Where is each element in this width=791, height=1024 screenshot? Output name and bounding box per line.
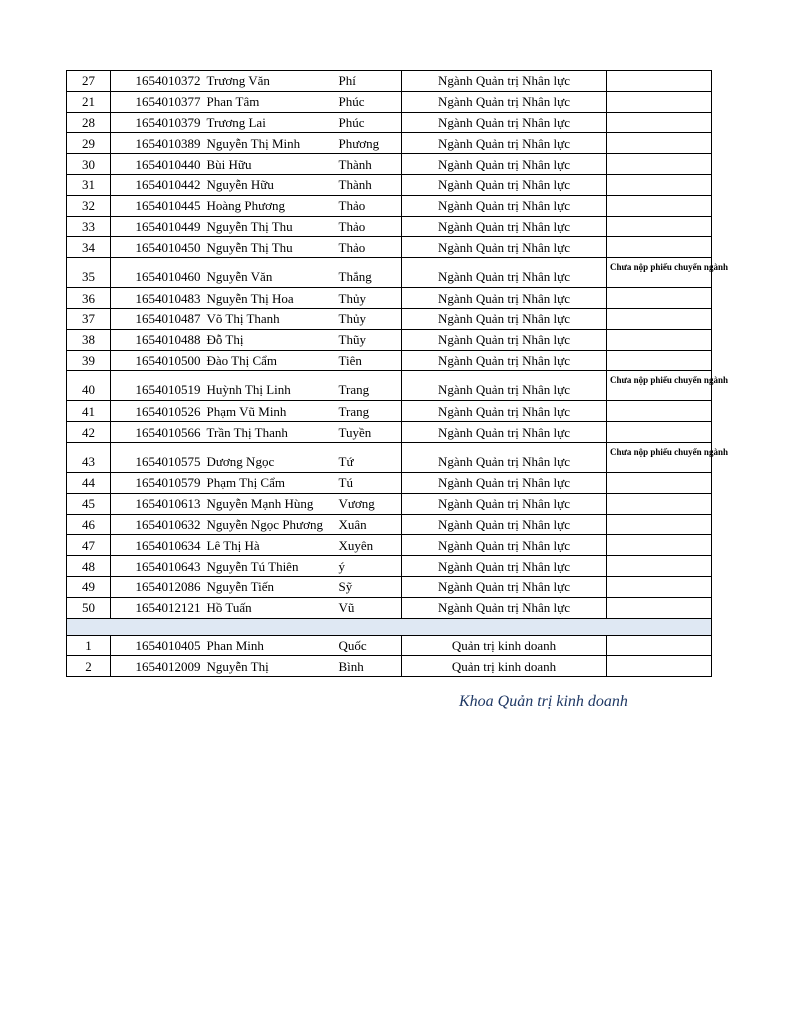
note-cell: [607, 174, 712, 195]
student-last-name: Nguyễn Thị Thu: [204, 237, 336, 258]
table-row: [67, 472, 712, 493]
table-row: [67, 371, 712, 401]
student-first-name: Thảo: [336, 237, 402, 258]
row-number: 42: [67, 422, 111, 443]
student-id: 1654010519: [111, 371, 204, 401]
student-last-name: Nguyễn Thị Minh: [204, 133, 336, 154]
student-major: Ngành Quản trị Nhân lực: [402, 91, 607, 112]
student-last-name: Trương Văn: [204, 71, 336, 92]
row-number: 48: [67, 556, 111, 577]
row-number: 21: [67, 91, 111, 112]
student-first-name: Xuân: [336, 514, 402, 535]
section-divider: [67, 618, 712, 635]
row-number: 28: [67, 112, 111, 133]
note-cell: [607, 308, 712, 329]
student-id: 1654010389: [111, 133, 204, 154]
student-last-name: Phạm Vũ Minh: [204, 401, 336, 422]
note-cell: [607, 597, 712, 618]
student-major: Ngành Quản trị Nhân lực: [402, 493, 607, 514]
student-last-name: Nguyễn Ngọc Phương: [204, 514, 336, 535]
student-last-name: Võ Thị Thanh: [204, 308, 336, 329]
student-major: Ngành Quản trị Nhân lực: [402, 472, 607, 493]
student-major: Ngành Quản trị Nhân lực: [402, 371, 607, 401]
table-row: [67, 91, 712, 112]
row-number: 30: [67, 154, 111, 175]
student-first-name: Phúc: [336, 112, 402, 133]
table-row: [67, 288, 712, 309]
note-cell: Chưa nộp phiếu chuyển ngành: [607, 371, 712, 401]
note-cell: [607, 472, 712, 493]
table-row: [67, 442, 712, 472]
student-id: 1654010372: [111, 71, 204, 92]
note-cell: [607, 535, 712, 556]
table-row: [67, 635, 712, 656]
student-id: 1654010575: [111, 442, 204, 472]
section-divider-cell: [67, 618, 712, 635]
student-last-name: Dương Ngọc: [204, 442, 336, 472]
table-row: [67, 258, 712, 288]
student-table: [66, 70, 728, 677]
note-cell: [607, 350, 712, 371]
table-row: [67, 174, 712, 195]
row-number: 41: [67, 401, 111, 422]
student-id: 1654010440: [111, 154, 204, 175]
table-row: [67, 493, 712, 514]
student-first-name: Thành: [336, 154, 402, 175]
student-major: Ngành Quản trị Nhân lực: [402, 195, 607, 216]
row-number: 34: [67, 237, 111, 258]
note-cell: [607, 329, 712, 350]
student-id: 1654012121: [111, 597, 204, 618]
table-row: [67, 133, 712, 154]
table-row: [67, 216, 712, 237]
note-cell: [607, 216, 712, 237]
note-cell: [607, 195, 712, 216]
student-last-name: Nguyễn Tú Thiên: [204, 556, 336, 577]
student-first-name: Vương: [336, 493, 402, 514]
student-id: 1654012086: [111, 576, 204, 597]
student-last-name: Phan Minh: [204, 635, 336, 656]
student-first-name: Bình: [336, 656, 402, 677]
student-id: 1654010632: [111, 514, 204, 535]
student-first-name: Quốc: [336, 635, 402, 656]
table-row: [67, 237, 712, 258]
student-major: Ngành Quản trị Nhân lực: [402, 154, 607, 175]
student-first-name: ý: [336, 556, 402, 577]
table-row: [67, 656, 712, 677]
student-id: 1654010377: [111, 91, 204, 112]
note-cell: [607, 556, 712, 577]
student-first-name: Tứ: [336, 442, 402, 472]
row-number: 27: [67, 71, 111, 92]
note-cell: Chưa nộp phiếu chuyển ngành: [607, 442, 712, 472]
student-last-name: Trần Thị Thanh: [204, 422, 336, 443]
note-cell: [607, 656, 712, 677]
student-id: 1654010450: [111, 237, 204, 258]
student-id: 1654010566: [111, 422, 204, 443]
student-first-name: Trang: [336, 371, 402, 401]
row-number: 39: [67, 350, 111, 371]
student-major: Ngành Quản trị Nhân lực: [402, 514, 607, 535]
student-id: 1654010500: [111, 350, 204, 371]
table-row: [67, 514, 712, 535]
note-cell: [607, 91, 712, 112]
student-first-name: Thủy: [336, 288, 402, 309]
row-number: 36: [67, 288, 111, 309]
student-last-name: Nguyễn Tiến: [204, 576, 336, 597]
note-cell: Chưa nộp phiếu chuyển ngành: [607, 258, 712, 288]
student-id: 1654010634: [111, 535, 204, 556]
row-number: 44: [67, 472, 111, 493]
table-row: [67, 535, 712, 556]
row-number: 32: [67, 195, 111, 216]
student-id: 1654010488: [111, 329, 204, 350]
row-number: 33: [67, 216, 111, 237]
student-first-name: Trang: [336, 401, 402, 422]
student-first-name: Phương: [336, 133, 402, 154]
student-id: 1654010445: [111, 195, 204, 216]
student-first-name: Sỹ: [336, 576, 402, 597]
student-first-name: Vũ: [336, 597, 402, 618]
student-major: Ngành Quản trị Nhân lực: [402, 401, 607, 422]
table-row: [67, 308, 712, 329]
student-first-name: Thắng: [336, 258, 402, 288]
student-major: Ngành Quản trị Nhân lực: [402, 556, 607, 577]
student-first-name: Phúc: [336, 91, 402, 112]
student-major: Ngành Quản trị Nhân lực: [402, 133, 607, 154]
row-number: 29: [67, 133, 111, 154]
note-cell: [607, 401, 712, 422]
note-cell: [607, 133, 712, 154]
row-number: 2: [67, 656, 111, 677]
faculty-signature: Khoa Quản trị kinh doanh: [459, 693, 628, 710]
note-cell: [607, 112, 712, 133]
student-last-name: Phạm Thị Cẩm: [204, 472, 336, 493]
student-first-name: Tú: [336, 472, 402, 493]
student-last-name: Nguyễn Thị: [204, 656, 336, 677]
note-cell: [607, 71, 712, 92]
table-row: [67, 350, 712, 371]
student-major: Ngành Quản trị Nhân lực: [402, 288, 607, 309]
student-id: 1654010487: [111, 308, 204, 329]
note-cell: [607, 422, 712, 443]
row-number: 45: [67, 493, 111, 514]
row-number: 49: [67, 576, 111, 597]
note-cell: [607, 288, 712, 309]
student-major: Ngành Quản trị Nhân lực: [402, 422, 607, 443]
student-major: Ngành Quản trị Nhân lực: [402, 442, 607, 472]
table-row: [67, 422, 712, 443]
student-first-name: Tiên: [336, 350, 402, 371]
student-last-name: Đỗ Thị: [204, 329, 336, 350]
table-row: [67, 576, 712, 597]
student-last-name: Bùi Hữu: [204, 154, 336, 175]
student-major: Quản trị kinh doanh: [402, 635, 607, 656]
student-id: 1654010526: [111, 401, 204, 422]
student-last-name: Hoàng Phương: [204, 195, 336, 216]
student-last-name: Lê Thị Hà: [204, 535, 336, 556]
student-first-name: Thủy: [336, 308, 402, 329]
student-first-name: Thành: [336, 174, 402, 195]
table-row: [67, 71, 712, 92]
table-row: [67, 556, 712, 577]
row-number: 40: [67, 371, 111, 401]
note-cell: [607, 237, 712, 258]
note-cell: [607, 576, 712, 597]
student-last-name: Đào Thị Cẩm: [204, 350, 336, 371]
student-first-name: Thảo: [336, 216, 402, 237]
student-first-name: Xuyên: [336, 535, 402, 556]
student-first-name: Thảo: [336, 195, 402, 216]
student-last-name: Nguyễn Mạnh Hùng: [204, 493, 336, 514]
student-major: Ngành Quản trị Nhân lực: [402, 174, 607, 195]
student-last-name: Nguyễn Thị Thu: [204, 216, 336, 237]
student-id: 1654010405: [111, 635, 204, 656]
table-row: [67, 154, 712, 175]
student-last-name: Nguyễn Văn: [204, 258, 336, 288]
student-major: Ngành Quản trị Nhân lực: [402, 308, 607, 329]
note-cell: [607, 635, 712, 656]
student-major: Ngành Quản trị Nhân lực: [402, 576, 607, 597]
student-id: 1654010379: [111, 112, 204, 133]
student-last-name: Nguyễn Hữu: [204, 174, 336, 195]
row-number: 31: [67, 174, 111, 195]
table-row: [67, 112, 712, 133]
student-id: 1654010643: [111, 556, 204, 577]
student-major: Ngành Quản trị Nhân lực: [402, 216, 607, 237]
student-major: Quản trị kinh doanh: [402, 656, 607, 677]
table-row: [67, 195, 712, 216]
table-row: [67, 597, 712, 618]
row-number: 47: [67, 535, 111, 556]
table-row: [67, 401, 712, 422]
row-number: 46: [67, 514, 111, 535]
student-major: Ngành Quản trị Nhân lực: [402, 71, 607, 92]
student-id: 1654010449: [111, 216, 204, 237]
note-cell: [607, 493, 712, 514]
student-major: Ngành Quản trị Nhân lực: [402, 350, 607, 371]
note-cell: [607, 154, 712, 175]
student-major: Ngành Quản trị Nhân lực: [402, 597, 607, 618]
student-last-name: Phan Tâm: [204, 91, 336, 112]
row-number: 50: [67, 597, 111, 618]
row-number: 38: [67, 329, 111, 350]
student-major: Ngành Quản trị Nhân lực: [402, 535, 607, 556]
student-id: 1654010442: [111, 174, 204, 195]
student-last-name: Trương Lai: [204, 112, 336, 133]
student-last-name: Hồ Tuấn: [204, 597, 336, 618]
student-id: 1654010483: [111, 288, 204, 309]
student-id: 1654010579: [111, 472, 204, 493]
table-row: [67, 329, 712, 350]
student-first-name: Thũy: [336, 329, 402, 350]
student-last-name: Huỳnh Thị Linh: [204, 371, 336, 401]
student-major: Ngành Quản trị Nhân lực: [402, 112, 607, 133]
row-number: 35: [67, 258, 111, 288]
row-number: 43: [67, 442, 111, 472]
student-major: Ngành Quản trị Nhân lực: [402, 329, 607, 350]
note-cell: [607, 514, 712, 535]
student-major: Ngành Quản trị Nhân lực: [402, 258, 607, 288]
student-major: Ngành Quản trị Nhân lực: [402, 237, 607, 258]
student-first-name: Phí: [336, 71, 402, 92]
student-id: 1654010613: [111, 493, 204, 514]
student-last-name: Nguyễn Thị Hoa: [204, 288, 336, 309]
student-first-name: Tuyền: [336, 422, 402, 443]
student-id: 1654012009: [111, 656, 204, 677]
student-id: 1654010460: [111, 258, 204, 288]
row-number: 1: [67, 635, 111, 656]
row-number: 37: [67, 308, 111, 329]
